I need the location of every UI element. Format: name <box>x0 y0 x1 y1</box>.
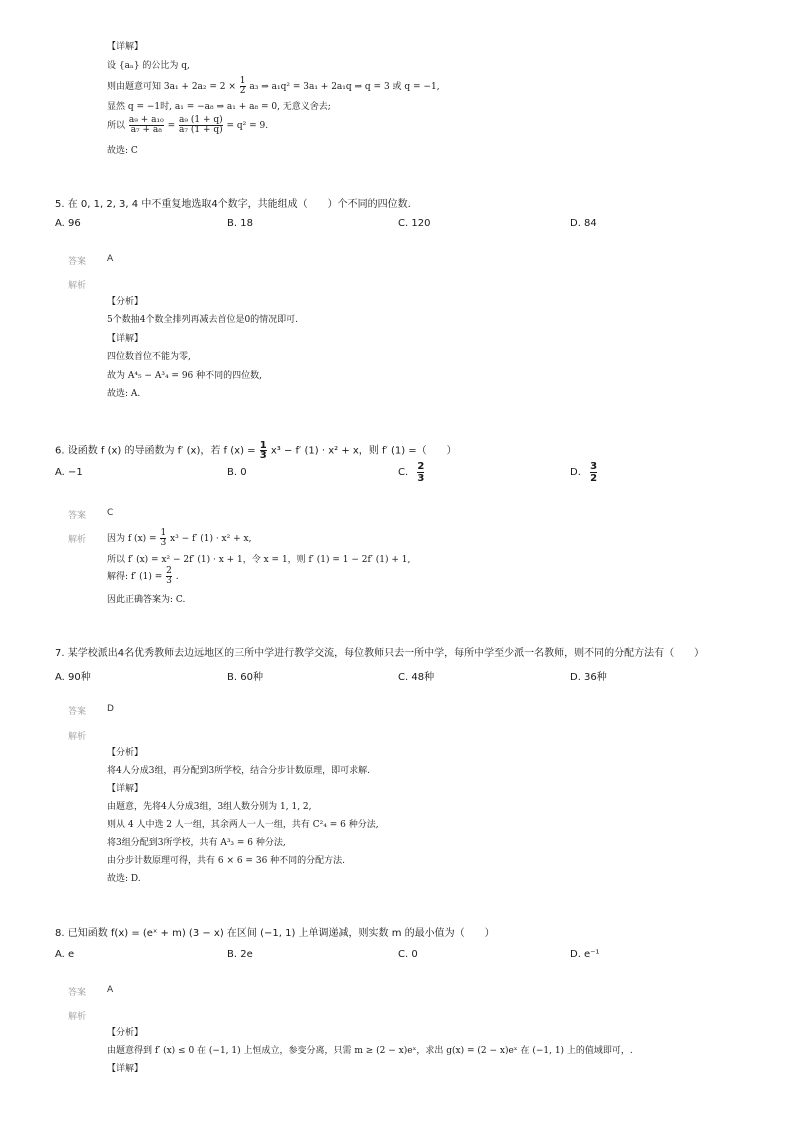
option-c: C. $\frac{2}{3}$ <box>398 461 425 484</box>
fraction: $\frac{\text{a₉ + a₁₀}}{\text{a₇ + a₈}}$ <box>128 115 164 135</box>
option-c: C. 120 <box>398 218 431 229</box>
option-d: D. e⁻¹ <box>570 949 600 960</box>
option-b: B. 2e <box>227 949 253 960</box>
fraction: $\frac{\text{a₉ (1 + q)}}{\text{a₇ (1 + q)}}$ <box>179 115 223 135</box>
answer-label: 答案 <box>68 257 87 267</box>
fraction: $\frac{1}{2}$ <box>239 76 246 96</box>
analysis-line: 因此正确答案为: C. <box>107 595 186 605</box>
answer-value: A <box>107 985 114 995</box>
detail-heading: 【详解】 <box>107 42 144 52</box>
analysis-line: 【分析】 <box>107 297 144 307</box>
option-a: A. 96 <box>55 218 81 229</box>
analysis-label: 解析 <box>68 1012 87 1022</box>
analysis-line: 由分步计数原理可得，共有 6 × 6 = 36 种不同的分配方法. <box>107 856 346 866</box>
analysis-line: 【详解】 <box>107 334 144 344</box>
fraction: $\frac{1}{3}$ <box>259 440 267 461</box>
analysis-line: 由题意，先将4人分成3组，3组人数分别为 1, 1, 2, <box>107 802 312 812</box>
solution-line: 故选: C <box>107 146 138 156</box>
solution-line: 则由题意可知 3a₁ + 2a₂ = 2 × $\frac{1}{2}$ a₃ ⇒ a₁q² = 3a₁ + 2a₁q ⇒ q = 3 或 q = −1, <box>107 76 440 96</box>
fraction: $\frac{3}{2}$ <box>590 461 598 484</box>
solution-line: 显然 q = −1时, a₁ = −a₈ ⇒ a₁ + a₈ = 0, 无意义舍去; <box>107 102 331 112</box>
analysis-label: 解析 <box>68 281 87 291</box>
answer-value: C <box>107 508 114 518</box>
option-c: C. 48种 <box>398 672 435 683</box>
analysis-line: 【分析】 <box>107 748 144 758</box>
answer-label: 答案 <box>68 511 87 521</box>
analysis-line: 故为 A⁴₅ − A³₄ = 96 种不同的四位数, <box>107 371 262 381</box>
analysis-line: 所以 f′ (x) = x² − 2f′ (1) · x + 1，令 x = 1，则 f′ (1) = 1 − 2f′ (1) + 1, <box>107 555 411 565</box>
option-c: C. 0 <box>398 949 418 960</box>
answer-value: D <box>107 704 114 714</box>
option-b: B. 60种 <box>227 672 263 683</box>
question-stem: 7. 某学校派出4名优秀教师去边远地区的三所中学进行教学交流，每位教师只去一所中学，每所中学至少派一名教师，则不同的分配方法有（ ） <box>55 648 705 659</box>
question-stem: 5. 在 0, 1, 2, 3, 4 中不重复地选取4个数字，共能组成（ ）个不同的四位数. <box>55 199 411 210</box>
option-a: A. 90种 <box>55 672 91 683</box>
analysis-line: 将3组分配到3所学校，共有 A³₃ = 6 种分法, <box>107 838 286 848</box>
question-stem: 6. 设函数 f (x) 的导函数为 f′ (x)，若 f (x) = $\frac{1}{3}$ x³ − f′ (1) · x² + x，则 f′ (1) =（ ） <box>55 440 457 461</box>
analysis-line: 【详解】 <box>107 1064 144 1074</box>
analysis-line: 解得: f′ (1) = $\frac{2}{3}$ . <box>107 566 179 586</box>
analysis-line: 【分析】 <box>107 1028 144 1038</box>
option-a: A. e <box>55 949 75 960</box>
analysis-line: 由题意得到 f′ (x) ≤ 0 在 (−1, 1) 上恒成立，参变分离，只需 m ≥ (2 − x)eˣ，求出 g(x) = (2 − x)eˣ 在 (−1, 1) 上的值域即可，. <box>107 1046 633 1056</box>
option-b: B. 18 <box>227 218 253 229</box>
analysis-line: 因为 f (x) = $\frac{1}{3}$ x³ − f′ (1) · x² + x, <box>107 528 252 548</box>
analysis-label: 解析 <box>68 535 87 545</box>
analysis-line: 将4人分成3组，再分配到3所学校，结合分步计数原理，即可求解. <box>107 766 371 776</box>
option-d: D. $\frac{3}{2}$ <box>570 461 598 484</box>
analysis-line: 故选: A. <box>107 389 141 399</box>
option-b: B. 0 <box>227 467 247 478</box>
analysis-line: 5个数抽4个数全排列再减去首位是0的情况即可. <box>107 315 299 325</box>
fraction: $\frac{2}{3}$ <box>166 566 172 586</box>
analysis-label: 解析 <box>68 732 87 742</box>
analysis-line: 【详解】 <box>107 784 144 794</box>
answer-label: 答案 <box>68 707 87 717</box>
question-stem: 8. 已知函数 f(x) = (eˣ + m) (3 − x) 在区间 (−1, 1) 上单调递减，则实数 m 的最小值为（ ） <box>55 928 495 939</box>
analysis-line: 则从 4 人中选 2 人一组，其余两人一人一组，共有 C²₄ = 6 种分法, <box>107 820 379 830</box>
option-d: D. 36种 <box>570 672 607 683</box>
solution-line: 设 {aₙ} 的公比为 q, <box>107 61 190 71</box>
fraction: $\frac{2}{3}$ <box>417 461 425 484</box>
solution-line: 所以 $\frac{\text{a₉ + a₁₀}}{\text{a₇ + a₈}}$ = $\frac{\text{a₉ (1 + q)}}{\text{a₇ (1 + q)}}$ = q² = 9. <box>107 115 269 135</box>
analysis-line: 四位数首位不能为零, <box>107 352 191 362</box>
option-a: A. −1 <box>55 467 83 478</box>
option-d: D. 84 <box>570 218 597 229</box>
answer-label: 答案 <box>68 988 87 998</box>
analysis-line: 故选: D. <box>107 874 141 884</box>
fraction: $\frac{1}{3}$ <box>160 528 167 548</box>
answer-value: A <box>107 254 114 264</box>
